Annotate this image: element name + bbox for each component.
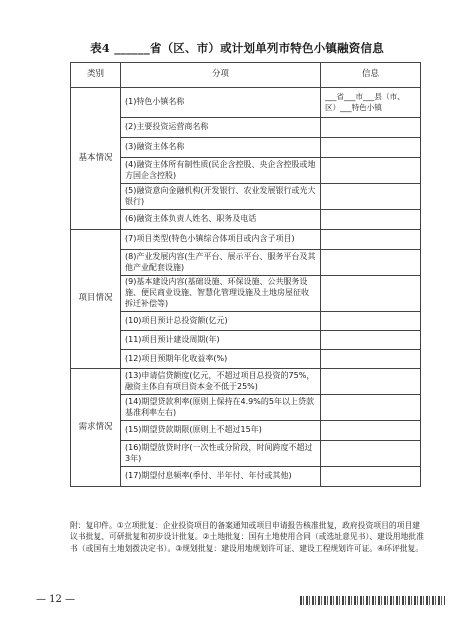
info-cell — [321, 250, 421, 276]
table-row — [71, 210, 421, 230]
category-basic: 基本情况 — [71, 88, 121, 230]
item-cell: (5)融资意向金融机构(开发银行、农业发展银行或光大银行) — [121, 184, 321, 210]
table-row — [71, 369, 421, 395]
item-cell: (1)特色小镇名称 — [121, 88, 321, 118]
table-row — [71, 467, 421, 487]
item-cell: (14)期望贷款利率(原则上保持在4.9%的5年以上贷款基准利率左右) — [121, 395, 321, 421]
item-cell: (15)期望贷款期限(原则上不超过15年) — [121, 421, 321, 441]
table-row — [71, 184, 421, 210]
info-cell — [321, 276, 421, 312]
category-demand: 需求情况 — [71, 369, 121, 487]
table-row — [71, 395, 421, 421]
info-cell — [321, 184, 421, 210]
info-cell — [321, 230, 421, 250]
item-cell: (13)申请信贷额度(亿元，不超过项目总投资的75%，融资主体自有项目资本金不低于25%) — [121, 369, 321, 395]
table-row — [71, 331, 421, 350]
item-cell: (12)项目预期年化收益率(%) — [121, 350, 321, 369]
table-row — [71, 138, 421, 158]
attachment-note: 附：复印件。①立项批复：企业投资项目的备案通知或项目申请报告核准批复，政府投资项目的项目建议书批复、可研批复和初步设计批复。②土地批复：国有土地使用合同（或选址意见书）、建设用地批准书（或国有土地划拨决定书）。③规划批复：建设用地规划许可证、建设工程规划许可证。④环评批复。 — [70, 521, 424, 553]
table-header-row — [71, 63, 421, 88]
info-cell — [321, 331, 421, 350]
table-row — [71, 250, 421, 276]
info-cell — [321, 312, 421, 331]
table-title: 表4 ______省（区、市）或计划单列市特色小镇融资信息 — [90, 41, 384, 55]
financing-info-table — [70, 62, 421, 487]
info-cell — [321, 467, 421, 487]
info-cell — [321, 138, 421, 158]
table-row — [71, 118, 421, 138]
publisher-footer-strip — [300, 596, 445, 605]
item-cell: (8)产业发展内容(生产平台、展示平台、服务平台及其他产业配套设施) — [121, 250, 321, 276]
header-category: 类别 — [71, 63, 121, 88]
table-row — [71, 158, 421, 184]
item-cell: (10)项目预计总投资额(亿元) — [121, 312, 321, 331]
category-project: 项目情况 — [71, 230, 121, 369]
item-cell: (3)融资主体名称 — [121, 138, 321, 158]
info-cell — [321, 210, 421, 230]
info-cell — [321, 158, 421, 184]
table-row — [71, 276, 421, 312]
info-cell — [321, 350, 421, 369]
table-row — [71, 230, 421, 250]
item-cell: (9)基本建设内容(基础设施、环保设施、公共服务设施、便民商业设施、智慧化管理设施及土地房屋征收拆迁补偿等) — [121, 276, 321, 312]
table-row — [71, 441, 421, 467]
item-cell: (2)主要投资运营商名称 — [121, 118, 321, 138]
info-cell — [321, 395, 421, 421]
item-cell: (4)融资主体所有制性质(民企含控股、央企含控股或地方国企含控股) — [121, 158, 321, 184]
page-number: — 12 — — [36, 594, 76, 605]
table-row — [71, 88, 421, 118]
item-cell: (11)项目预计建设周期(年) — [121, 331, 321, 350]
item-cell: (6)融资主体负责人姓名、职务及电话 — [121, 210, 321, 230]
info-cell — [321, 118, 421, 138]
item-cell: (7)项目类型(特色小镇综合体项目或内含子项目) — [121, 230, 321, 250]
info-cell — [321, 421, 421, 441]
table-row — [71, 350, 421, 369]
header-info: 信息 — [321, 63, 421, 88]
item-cell: (17)期望付息频率(季付、半年付、年付或其他) — [121, 467, 321, 487]
table-row — [71, 312, 421, 331]
info-cell-town-location: ___省___市___县（市、区）___特色小镇 — [321, 88, 421, 118]
table-row — [71, 421, 421, 441]
info-cell — [321, 369, 421, 395]
item-cell: (16)期望放贷时序(一次性或分阶段，时间跨度不超过3年) — [121, 441, 321, 467]
info-cell — [321, 441, 421, 467]
header-item: 分项 — [121, 63, 321, 88]
